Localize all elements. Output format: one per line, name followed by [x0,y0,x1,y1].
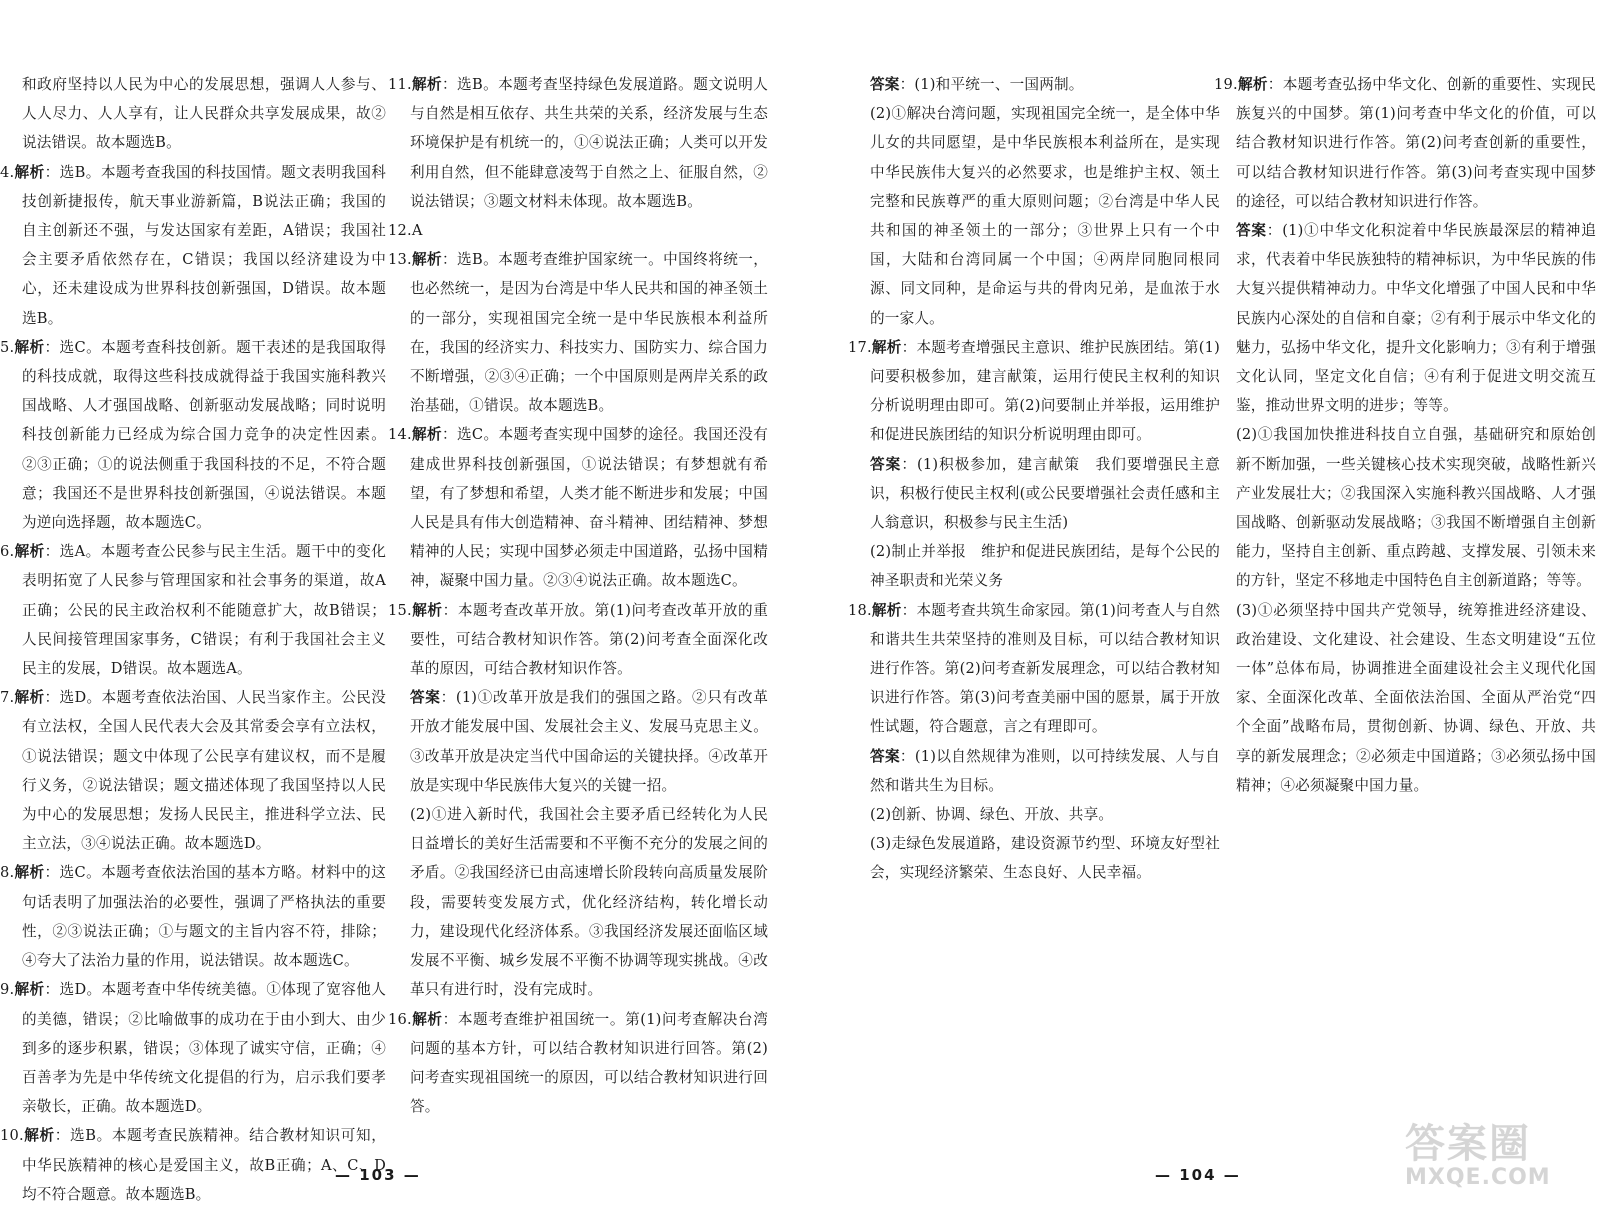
item-number: 18. [848,601,872,619]
answer-label: 答案 [1236,222,1267,240]
analysis-label: 解析 [14,689,45,707]
answer-block [848,70,1220,99]
sub-answer [1214,420,1596,595]
body-text: (2)制止并举报 维护和促进民族团结，是每个公民的神圣职责和光荣义务 [870,543,1220,590]
body-text: A [411,222,423,240]
page-number-right: — 104 — [1155,1166,1241,1184]
body-text: (3)①必须坚持中国共产党领导，统筹推进经济建设、政治建设、文化建设、社会建设、生态文明建设“五位一体”总体布局，协调推进全面建设社会主义现代化国家、全面深化改革、全面依法治国、全面从严治党“四个全面”战略布局，贯彻创新、协调、绿色、开放、共享的新发展理念；②必须走中国道路；③必须弘扬中国精神；④必须凝聚中国力量。 [1236,601,1596,794]
body-text: ：本题考查共筑生命家园。第(1)问考查人与自然和谐共生共荣坚持的准则及目标，可以结合教材知识进行作答。第(2)问考查新发展理念，可以结合教材知识进行作答。第(3)问考查美丽中国的愿景，属于开放性试题，符合题意，言之有理即可。 [870,601,1220,736]
answer-block [848,450,1220,538]
body-text: (2)①我国加快推进科技自立自强，基础研究和原始创新不断加强，一些关键核心技术实现突破，战略性新兴产业发展壮大；②我国深入实施科教兴国战略、人才强国战略、创新驱动发展战略；③我国不断增强自主创新能力，坚持自主创新、重点跨越、支撑发展、引领未来的方针，坚定不移地走中国特色自主创新道路；等等。 [1236,426,1596,590]
body-text: ：选B。本题考查我国的科技国情。题文表明我国科技创新捷报传，航天事业游新篇，B说法正确；我国的自主创新还不强，与发达国家有差距，A错误；我国社会主要矛盾依然存在，C错误；我国以经济建设为中心，还未建设成为世界科技创新强国，D错误。故本题选B。 [22,163,387,327]
item-number: 13. [388,251,412,269]
body-text: ：(1)以自然规律为准则，以可持续发展、人与自然和谐共生为目标。 [870,747,1220,794]
body-text: ：选D。本题考查中华传统美德。①体现了宽容他人的美德，错误；②比喻做事的成功在于由小到大、由少到多的逐步积累，错误；③体现了诚实守信，正确；④百善孝为先是中华传统文化提倡的行为，启示我们要孝亲敬长，正确。故本题选D。 [22,981,386,1116]
item-number: 6. [0,543,15,561]
watermark-line1: 答案圈 [1405,1121,1531,1167]
column-1 [0,70,386,1209]
body-text: ：(1)①中华文化积淀着中华民族最深层的精神追求，代表着中华民族独特的精神标识，为中华民族的伟大复兴提供精神动力。中华文化增强了中国人民和中华民族内心深处的自信和自豪；②有利于展示中华文化的魅力，弘扬中华文化，提升文化影响力；③有利于增强文化认同，坚定文化自信；④有利于促进文明交流互鉴，推动世界文明的进步；等等。 [1236,222,1596,415]
item-number: 4. [0,163,15,181]
item-number: 12. [388,222,412,240]
answer-item [388,596,768,684]
answer-block [388,683,768,800]
answer-item [0,683,386,858]
body-text: (2)①进入新时代，我国社会主要矛盾已经转化为人民日益增长的美好生活需要和不平衡不充分的发展之间的矛盾。②我国经济已由高速增长阶段转向高质量发展阶段，需要转变发展方式，优化经济结构，转化增长动力，建设现代化经济体系。③我国经济发展还面临区域发展不平衡、城乡发展不平衡不协调等现实挑战。④改革只有进行时，没有完成时。 [410,806,768,999]
analysis-label: 解析 [871,338,902,356]
body-text: ：(1)①改革开放是我们的强国之路。②只有改革开放才能发展中国、发展社会主义、发展马克思主义。③改革开放是决定当代中国命运的关键抉择。④改革开放是实现中华民族伟大复兴的关键一招。 [410,689,769,794]
answer-item [388,245,768,420]
body-text: ：选C。本题考查实现中国梦的途径。我国还没有建成世界科技创新强国，①说法错误；有梦想就有希望，有了梦想和希望，人类才能不断进步和发展；中国人民是具有伟大创造精神、奋斗精神、团结精神、梦想精神的人民；实现中国梦必须走中国道路，弘扬中国精神，凝聚中国力量。②③④说法正确。故本题选C。 [410,426,768,590]
analysis-label: 解析 [411,426,442,444]
watermark-line2: MXQE.COM [1405,1165,1551,1190]
answer-item [0,537,386,683]
answer-block [1214,216,1596,420]
answer-label: 答案 [870,76,900,93]
item-number: 17. [848,338,872,356]
answer-block [848,742,1220,800]
answer-item [0,333,386,537]
body-text: ：选A。本题考查公民参与民主生活。题干中的变化表明拓宽了人民参与管理国家和社会事务的渠道，故A正确；公民的民主政治权利不能随意扩大，故B错误；人民间接管理国家事务，C错误；有利于我国社会主义民主的发展，D错误。故本题选A。 [22,543,386,678]
body-text: (2)创新、协调、绿色、开放、共享。 [870,806,1114,824]
answer-item [0,158,386,333]
body-text: ：本题考查改革开放。第(1)问考查改革开放的重要性，可结合教材知识作答。第(2)问考查全面深化改革的原因，可结合教材知识作答。 [410,601,768,678]
analysis-label: 解析 [14,543,45,561]
body-text: ：本题考查维护祖国统一。第(1)问考查解决台湾问题的基本方针，可以结合教材知识进行回答。第(2)问考查实现祖国统一的原因，可以结合教材知识进行回答。 [410,1010,768,1116]
answer-item [1214,70,1596,216]
analysis-label: 解析 [411,1010,443,1028]
analysis-label: 解析 [23,1127,55,1145]
column-2 [388,70,768,1121]
item-number: 7. [0,689,15,707]
answer-item [0,975,386,1121]
body-text: ：本题考查弘扬中华文化、创新的重要性、实现民族复兴的中国梦。第(1)问考查中华文化的价值，可以结合教材知识进行作答。第(2)问考查创新的重要性，可以结合教材知识进行作答。第(3)问考查实现中国梦的途径，可以结合教材知识进行作答。 [1236,76,1596,210]
item-number: 14. [388,426,412,444]
watermark-logo [1405,1112,1595,1192]
answer-item [0,1121,386,1209]
item-number: 10. [0,1127,24,1145]
item-number: 16. [388,1010,412,1028]
item-number: 8. [0,864,15,882]
analysis-label: 解析 [1237,76,1268,93]
answer-item [848,333,1220,450]
item-number: 9. [0,981,15,999]
analysis-label: 解析 [871,601,902,619]
answer-label: 答案 [410,689,441,707]
item-number: 19. [1214,76,1238,93]
body-text: 和政府坚持以人民为中心的发展思想，强调人人参与、人人尽力、人人享有，让人民群众共享发展成果，故②说法错误。故本题选B。 [22,76,386,152]
sub-answer [848,800,1220,829]
analysis-label: 解析 [411,251,443,269]
answer-item [388,420,768,595]
answer-item [388,1005,768,1122]
analysis-label: 解析 [14,981,45,999]
answer-item [848,596,1220,742]
page-number-left: — 103 — [335,1166,421,1184]
body-text: (2)①解决台湾问题，实现祖国完全统一，是全体中华儿女的共同愿望，是中华民族根本利益所在，是实现中华民族伟大复兴的必然要求，也是维护主权、领土完整和民族尊严的重大原则问题；②台湾是中华人民共和国的神圣领土的一部分；③世界上只有一个中国，大陆和台湾同属一个中国；④两岸同胞同根同源、同文同种，是命运与共的骨肉兄弟，是血浓于水的一家人。 [870,105,1220,327]
body-text: ：选B。本题考查坚持绿色发展道路。题文说明人与自然是相互依存、共生共荣的关系，经济发展与生态环境保护是有机统一的，①④说法正确；人类可以开发利用自然，但不能肆意凌驾于自然之上、征服自然，②说法错误；③题文材料未体现。故本题选B。 [410,76,768,210]
analysis-label: 解析 [14,864,45,882]
body-text: ：选B。本题考查维护国家统一。中国终将统一，也必然统一，是因为台湾是中华人民共和国的神圣领土的一部分，实现祖国完全统一是中华民族根本利益所在，我国的经济实力、科技实力、国防实力、综合国力不断增强，②③④正确；一个中国原则是两岸关系的政治基础，①错误。故本题选B。 [410,251,768,415]
answer-label: 答案 [870,455,902,473]
body-text: ：(1)积极参加，建言献策 我们要增强民主意识，积极行使民主权利(或公民要增强社会责任感和主人翁意识，积极参与民主生活) [870,455,1220,532]
analysis-label: 解析 [411,76,443,93]
sub-answer [388,800,768,1004]
body-text: ：选B。本题考查民族精神。结合教材知识可知，中华民族精神的核心是爱国主义，故B正确；A、C、D均不符合题意。故本题选B。 [22,1127,386,1203]
body-text: ：选C。本题考查科技创新。题干表述的是我国取得的科技成就，取得这些科技成就得益于我国实施科教兴国战略、人才强国战略、创新驱动发展战略；同时说明科技创新能力已经成为综合国力竞争的决定性因素。②③正确；①的说法侧重于我国科技的不足，不符合题意；我国还不是世界科技创新强国，④说法错误。本题为逆向选择题，故本题选C。 [22,338,386,532]
item-number: 15. [388,601,412,619]
answer-item [388,216,768,245]
analysis-label: 解析 [14,163,45,181]
column-4 [1214,70,1596,800]
body-text: ：(1)和平统一、一国两制。 [899,76,1084,93]
sub-answer [848,537,1220,595]
answer-label: 答案 [870,747,900,765]
continued-text [0,70,386,158]
analysis-label: 解析 [411,601,443,619]
item-number: 11. [388,76,412,93]
sub-answer [848,829,1220,887]
column-3 [848,70,1220,888]
item-number: 5. [0,338,15,356]
body-text: (3)走绿色发展道路，建设资源节约型、环境友好型社会，实现经济繁荣、生态良好、人民幸福。 [870,835,1220,882]
body-text: ：本题考查增强民主意识、维护民族团结。第(1)问要积极参加，建言献策，运用行使民主权利的知识分析说明理由即可。第(2)问要制止并举报，运用维护和促进民族团结的知识分析说明理由即可。 [870,338,1220,444]
body-text: ：选D。本题考查依法治国、人民当家作主。公民没有立法权，全国人民代表大会及其常委会享有立法权，①说法错误；题文中体现了公民享有建议权，而不是履行义务，②说法错误；题文描述体现了我国坚持以人民为中心的发展思想；发扬人民民主，推进科学立法、民主立法，③④说法正确。故本题选D。 [22,689,386,853]
sub-answer [1214,596,1596,800]
body-text: ：选C。本题考查依法治国的基本方略。材料中的这句话表明了加强法治的必要性，强调了严格执法的重要性，②③说法正确；①与题文的主旨内容不符，排除；④夸大了法治力量的作用，说法错误。故本题选C。 [22,864,386,970]
answer-item [0,858,386,975]
answer-item [388,70,768,216]
sub-answer [848,99,1220,333]
analysis-label: 解析 [14,338,45,356]
